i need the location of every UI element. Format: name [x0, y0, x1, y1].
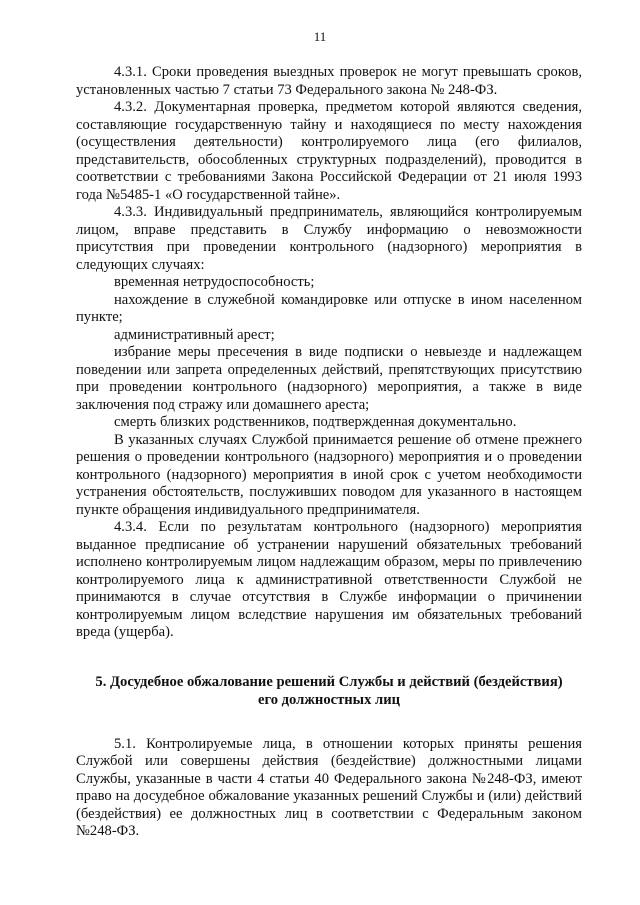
section-5-heading-line-1: 5. Досудебное обжалование решений Службы и действий (бездействия) [95, 673, 563, 690]
document-body [76, 64, 582, 841]
list-item-arrest: административный арест; [114, 326, 275, 343]
list-item-disability: временная нетрудоспособность; [114, 274, 315, 290]
paragraph-4-3-4: 4.3.4. Если по результатам контрольного (надзорного) мероприятия выданное предписание об устранении нарушений обязательных требований исполнено контролируемым лицом надлежащим образом, меры по привлечению контролируемого лица к административной ответственности Службой не принимаются в случае отсутствия в Службе информации о причинении контролируемым лицом вследствие нарушения им обязательных требований вреда (ущерба). [76, 519, 582, 640]
paragraph-4-3-1: 4.3.1. Сроки проведения выездных проверок не могут превышать сроков, установленных частью 7 статьи 73 Федерального закона № 248-ФЗ. [76, 64, 582, 98]
paragraph-4-3-2: 4.3.2. Документарная проверка, предметом которой являются сведения, составляющие государственную тайну и находящиеся по месту нахождения (осуществления деятельности) контролируемого лица (его филиалов, представительств, обособленных структурных подразделений), проводится в соответствии с требованиями Закона Российской Федерации от 21 июля 1993 года №5485-1 «О государственной тайне». [76, 99, 582, 203]
section-5-heading-line-2: его должностных лиц [257, 691, 401, 708]
page-number: 11 [313, 29, 327, 44]
paragraph-5-1: 5.1. Контролируемые лица, в отношении которых приняты решения Службой или совершены действия (бездействие) должностными лицами Службы, указанные в части 4 статьи 40 Федерального закона №248-ФЗ, имеют право на досудебное обжалование указанных решений Службы и (или) действий (бездействия) ее должностных лиц в соответствии с Федеральным законом №248-ФЗ. [76, 735, 582, 839]
paragraph-4-3-3: 4.3.3. Индивидуальный предприниматель, являющийся контролируемым лицом, вправе представить в Службу информацию о невозможности присутствия при проведении контрольного (надзорного) мероприятия в следующих случаях: [76, 204, 582, 273]
paragraph-decision: В указанных случаях Службой принимается решение об отмене прежнего решения о проведении контрольного (надзорного) мероприятия и о проведении контрольного (надзорного) мероприятия в иной срок с учетом необходимости устранения обстоятельств, послуживших поводом для указанного в настоящем пункте обращения индивидуального предпринимателя. [76, 431, 582, 518]
section-5-heading [76, 673, 582, 709]
list-item-preventive-measure: избрание меры пресечения в виде подписки о невыезде и надлежащем поведении или запрета определенных действий, препятствующих присутствию при проведении контрольного (надзорного) мероприятия, а также в виде заключения под стражу или домашнего ареста; [76, 344, 582, 413]
list-item-death-of-relatives: смерть близких родственников, подтвержденная документально. [114, 414, 517, 430]
list-item-business-trip: нахождение в служебной командировке или отпуске в ином населенном пункте; [76, 291, 582, 325]
